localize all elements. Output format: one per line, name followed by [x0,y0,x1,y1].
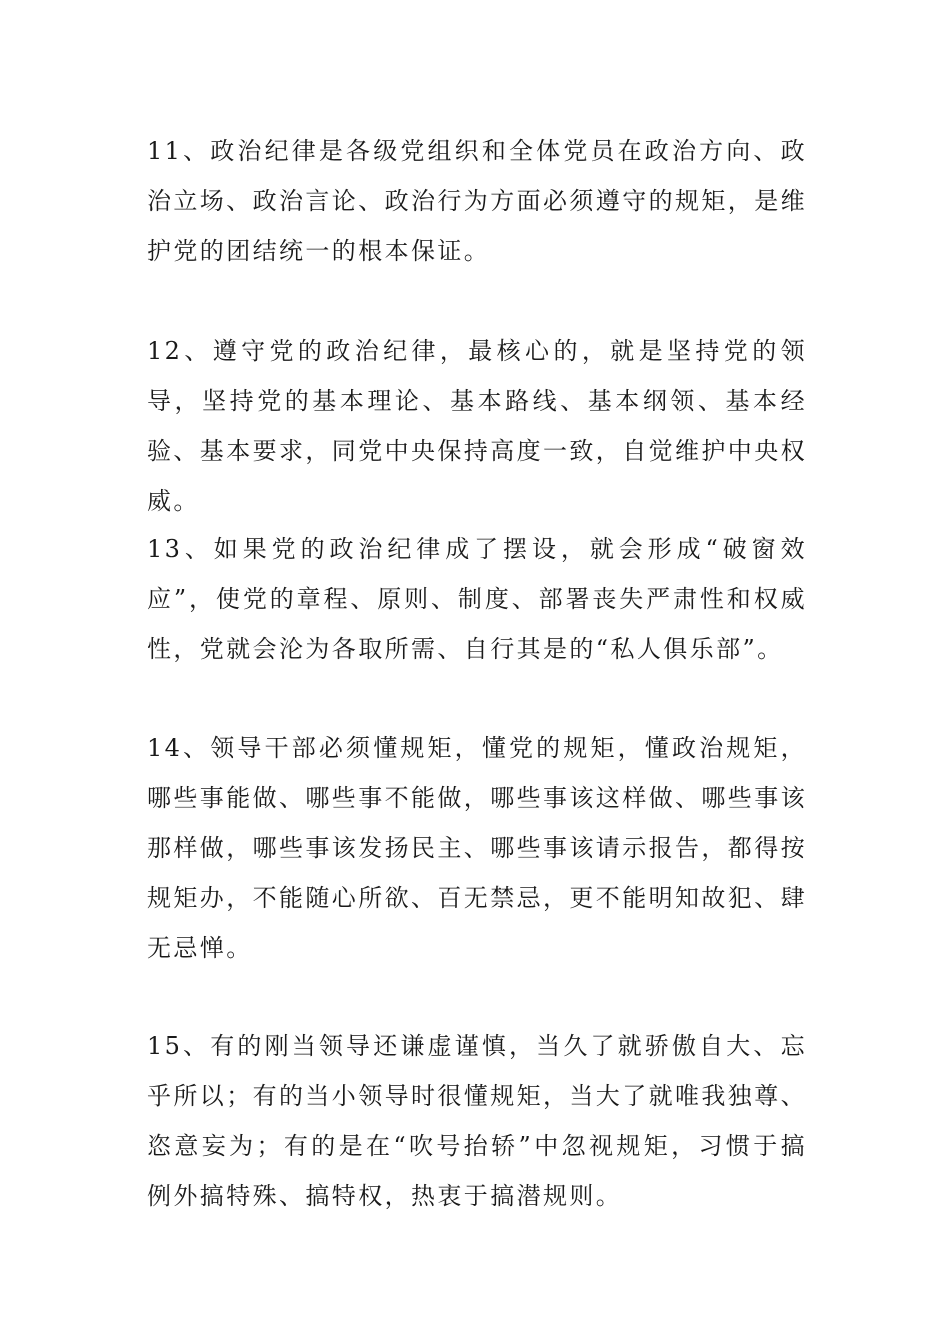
paragraph-13: 13、如果党的政治纪律成了摆设，就会形成“破窗效应”，使党的章程、原则、制度、部署丧失严肃性和权威性，党就会沦为各取所需、自行其是的“私人俱乐部”。 [147,535,807,663]
paragraph-14: 14、领导干部必须懂规矩，懂党的规矩，懂政治规矩，哪些事能做、哪些事不能做，哪些事该这样做、哪些事该那样做，哪些事该发扬民主、哪些事该请示报告，都得按规矩办，不能随心所欲、百无禁忌，更不能明知故犯、肆无忌惮。 [147,734,807,962]
paragraph-15: 15、有的刚当领导还谦虚谨慎，当久了就骄傲自大、忘乎所以；有的当小领导时很懂规矩，当大了就唯我独尊、恣意妄为；有的是在“吹号抬轿”中忽视规矩，习惯于搞例外搞特殊、搞特权，热衷于搞潜规则。 [147,1032,807,1210]
paragraph-12: 12、遵守党的政治纪律，最核心的，就是坚持党的领导，坚持党的基本理论、基本路线、基本纲领、基本经验、基本要求，同党中央保持高度一致，自觉维护中央权威。 [147,337,807,515]
paragraph-11: 11、政治纪律是各级党组织和全体党员在政治方向、政治立场、政治言论、政治行为方面必须遵守的规矩，是维护党的团结统一的根本保证。 [147,137,807,265]
